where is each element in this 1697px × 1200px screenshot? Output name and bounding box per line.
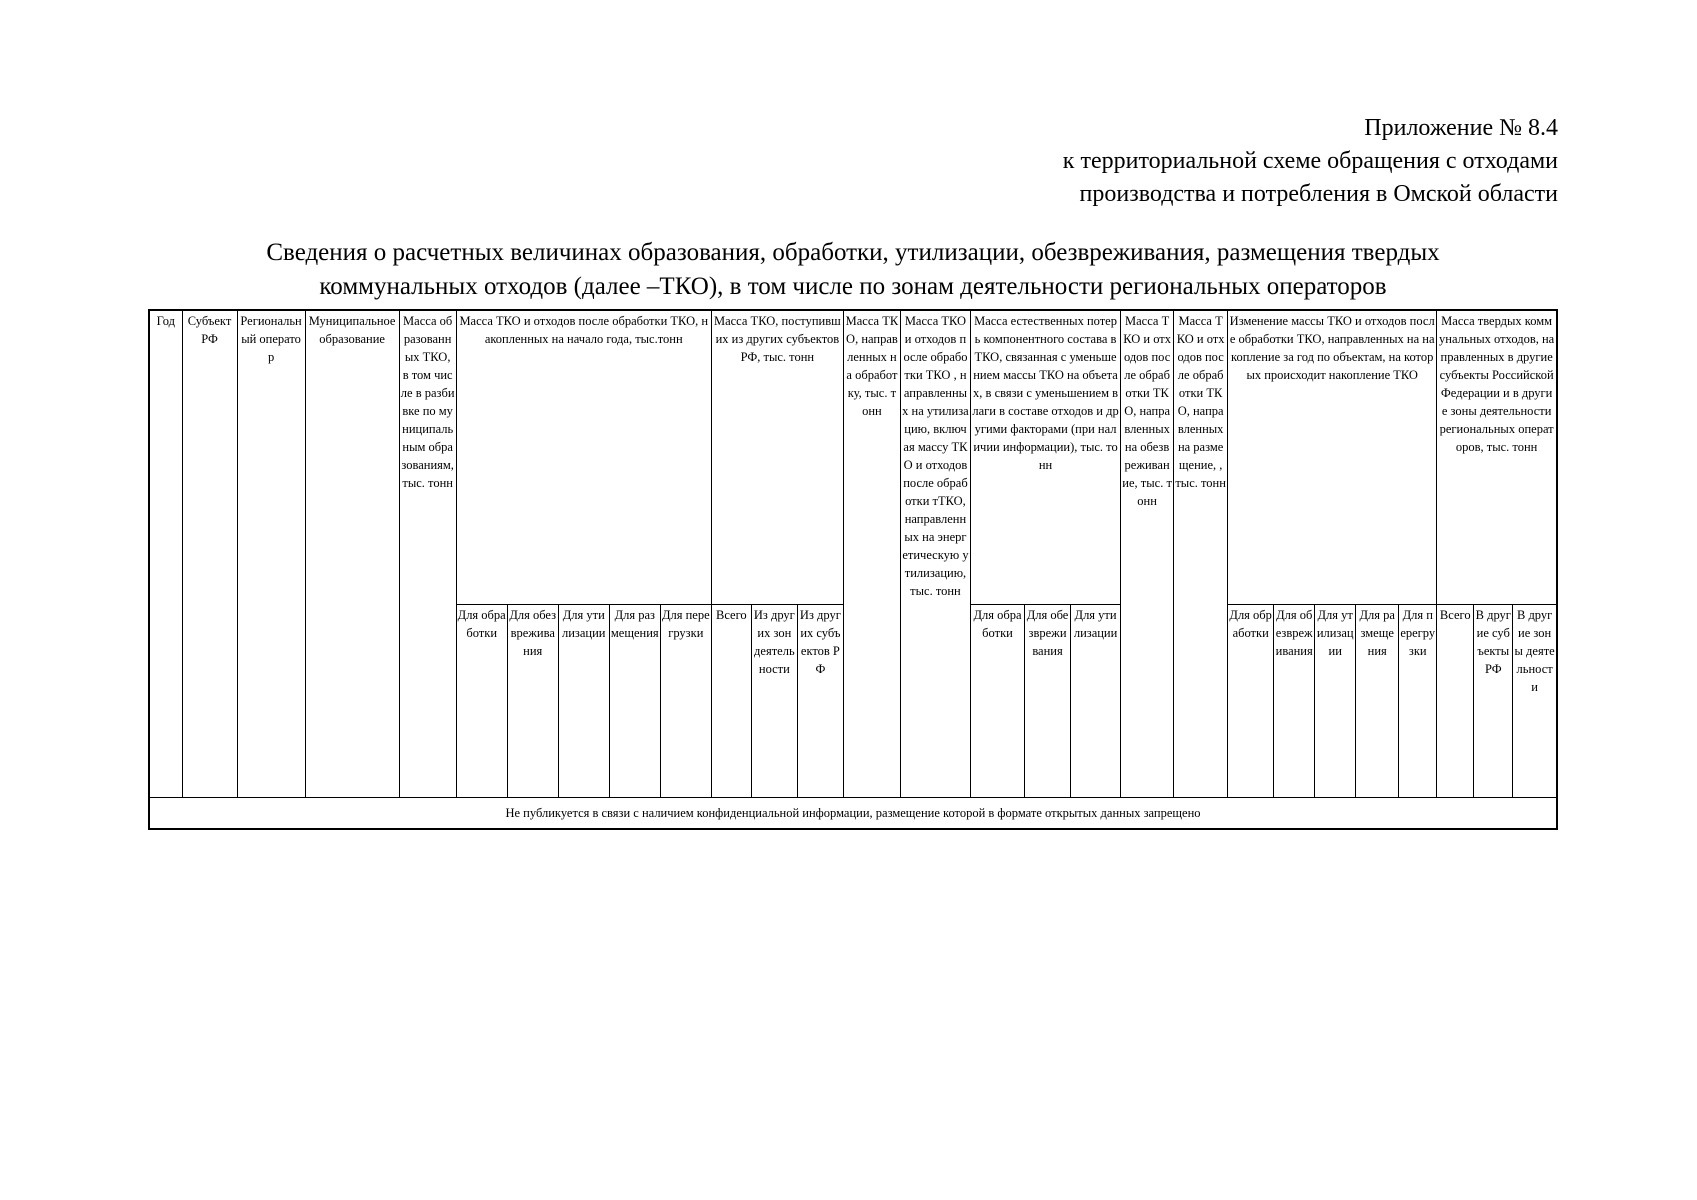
- data-table: [148, 309, 1558, 830]
- header-subject: Субъект РФ: [182, 310, 237, 798]
- appendix-caption: [1063, 112, 1558, 211]
- title-line-1: Сведения о расчетных величинах образования, обработки, утилизации, обезвреживания, размещения твердых: [266, 239, 1440, 266]
- header-mass-sent-out: Масса твердых коммунальных отходов, направленных в другие субъекты Российской Федерации и в другие зоны деятельности региональных операторов, тыс. тонн: [1437, 310, 1557, 605]
- sub-losses-neutralization: Для обезвреживания: [1025, 605, 1071, 798]
- header-regional-operator: Региональный оператор: [237, 310, 305, 798]
- sub-change-processing: Для обработки: [1228, 605, 1274, 798]
- sub-accumulated-neutralization: Для обезвреживания: [507, 605, 558, 798]
- confidential-notice: Не публикуется в связи с наличием конфиденциальной информации, размещение которой в формате открытых данных запрещено: [149, 798, 1557, 830]
- sub-sent-other-zones: В другие зоны деятельности: [1513, 605, 1557, 798]
- header-mass-to-processing: Масса ТКО, направленных на обработку, тыс. тонн: [843, 310, 900, 798]
- sub-change-neutralization: Для обезвреживания: [1274, 605, 1315, 798]
- sub-sent-other-subjects: В другие субъекты РФ: [1474, 605, 1513, 798]
- sub-received-other-zones: Из других зон деятельности: [751, 605, 797, 798]
- appendix-number: Приложение № 8.4: [1364, 115, 1558, 141]
- sub-accumulated-utilization: Для утилизации: [558, 605, 609, 798]
- header-municipality: Муниципальное образование: [305, 310, 399, 798]
- sub-accumulated-transfer: Для перегрузки: [660, 605, 711, 798]
- header-mass-to-neutralization: Масса ТКО и отходов после обработки ТКО, направленных на обезвреживание, тыс. тонн: [1121, 310, 1174, 798]
- sub-change-placement: Для размещения: [1356, 605, 1399, 798]
- header-year: Год: [149, 310, 182, 798]
- sub-received-other-subjects: Из других субъектов РФ: [797, 605, 843, 798]
- header-row: [149, 310, 1557, 605]
- header-natural-losses: Масса естественных потерь компонентного состава в ТКО, связанная с уменьшением массы ТКО на объетах, в связи с уменьшением влаги в составе отходов и другими факторами (при наличии информации), тыс. тонн: [970, 310, 1120, 605]
- sub-losses-processing: Для обработки: [970, 605, 1024, 798]
- header-mass-change: Изменение массы ТКО и отходов после обработки ТКО, направленных на накопление за год по объектам, на которых происходит накопление ТКО: [1228, 310, 1437, 605]
- document-title: [148, 236, 1558, 304]
- header-mass-received: Масса ТКО, поступивших из других субъектов РФ, тыс. тонн: [711, 310, 843, 605]
- header-mass-accumulated: Масса ТКО и отходов после обработки ТКО, накопленных на начало года, тыс.тонн: [456, 310, 711, 605]
- appendix-line-2: к территориальной схеме обращения с отходами: [1062, 148, 1558, 174]
- header-mass-to-utilization: Масса ТКО и отходов после обработки ТКО , направленных на утилизацию, включая массу ТКО и отходов после обработки тТКО, направленных на энергетическую утилизацию, тыс. тонн: [900, 310, 970, 798]
- sub-change-transfer: Для перегрузки: [1399, 605, 1437, 798]
- appendix-line-3: производства и потребления в Омской области: [1079, 181, 1558, 207]
- header-mass-to-placement: Масса ТКО и отходов после обработки ТКО, направленных на размещение, , тыс. тонн: [1174, 310, 1228, 798]
- sub-accumulated-processing: Для обработки: [456, 605, 507, 798]
- sub-change-utilization: Для утилизации: [1315, 605, 1356, 798]
- header-mass-formed: Масса образованных ТКО, в том числе в разбивке по муниципальным образованиям, тыс. тонн: [399, 310, 456, 798]
- title-line-2: коммунальных отходов (далее –ТКО), в том числе по зонам деятельности региональных операторов: [319, 273, 1387, 300]
- sub-accumulated-placement: Для размещения: [609, 605, 660, 798]
- sub-sent-total: Всего: [1437, 605, 1474, 798]
- sub-received-total: Всего: [711, 605, 751, 798]
- sub-losses-utilization: Для утилизации: [1071, 605, 1121, 798]
- notice-row: [149, 798, 1557, 830]
